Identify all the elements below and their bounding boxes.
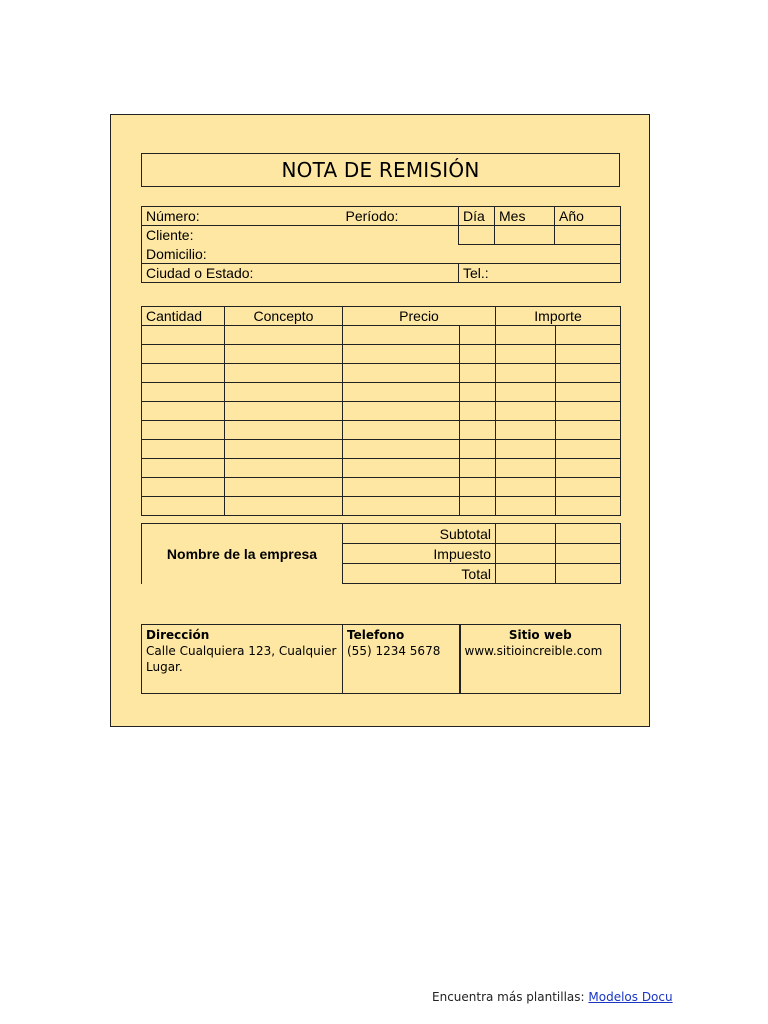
precio-cents-cell[interactable]	[460, 364, 496, 383]
importe-cents-cell[interactable]	[556, 402, 621, 421]
cantidad-cell[interactable]	[142, 364, 225, 383]
telefono-cell	[343, 625, 460, 694]
company-name: Nombre de la empresa	[142, 524, 343, 584]
cantidad-cell[interactable]	[142, 421, 225, 440]
importe-cents-cell[interactable]	[556, 364, 621, 383]
precio-cell[interactable]	[343, 345, 460, 364]
table-row	[142, 497, 621, 516]
precio-cents-cell[interactable]	[460, 421, 496, 440]
precio-header: Precio	[343, 307, 496, 326]
importe-cell[interactable]	[496, 478, 556, 497]
table-row	[142, 478, 621, 497]
footer-note	[432, 990, 673, 1004]
concepto-cell[interactable]	[225, 383, 343, 402]
precio-cents-cell[interactable]	[460, 478, 496, 497]
importe-cell[interactable]	[496, 459, 556, 478]
precio-cents-cell[interactable]	[460, 383, 496, 402]
document-title: NOTA DE REMISIÓN	[141, 153, 620, 187]
mes-header: Mes	[495, 207, 555, 226]
dia-value[interactable]	[459, 226, 495, 245]
sitio-label: Sitio web	[508, 628, 572, 642]
precio-cents-cell[interactable]	[460, 440, 496, 459]
concepto-header: Concepto	[225, 307, 343, 326]
importe-cents-cell[interactable]	[556, 440, 621, 459]
footer-text: Encuentra más plantillas:	[432, 990, 589, 1004]
importe-cell[interactable]	[496, 440, 556, 459]
cantidad-cell[interactable]	[142, 402, 225, 421]
importe-cell[interactable]	[496, 421, 556, 440]
table-row	[142, 440, 621, 459]
cantidad-cell[interactable]	[142, 383, 225, 402]
cantidad-header: Cantidad	[142, 307, 225, 326]
precio-cell[interactable]	[343, 383, 460, 402]
anio-header: Año	[555, 207, 621, 226]
importe-cents-cell[interactable]	[556, 459, 621, 478]
importe-cents-cell[interactable]	[556, 326, 621, 345]
dia-header: Día	[459, 207, 495, 226]
precio-cents-cell[interactable]	[460, 402, 496, 421]
importe-cents-cell[interactable]	[556, 478, 621, 497]
concepto-cell[interactable]	[225, 326, 343, 345]
subtotal-label: Subtotal	[343, 524, 496, 544]
precio-cell[interactable]	[343, 440, 460, 459]
table-row	[142, 421, 621, 440]
precio-cell[interactable]	[343, 497, 460, 516]
cantidad-cell[interactable]	[142, 478, 225, 497]
direccion-value: Calle Cualquiera 123, Cualquier Lugar.	[146, 644, 337, 674]
anio-value[interactable]	[555, 226, 621, 245]
precio-cell[interactable]	[343, 478, 460, 497]
concepto-cell[interactable]	[225, 402, 343, 421]
table-row	[142, 459, 621, 478]
modelos-docu-link[interactable]: Modelos Docu	[588, 990, 673, 1004]
precio-cents-cell[interactable]	[460, 326, 496, 345]
cantidad-cell[interactable]	[142, 326, 225, 345]
precio-cell[interactable]	[343, 459, 460, 478]
concepto-cell[interactable]	[225, 497, 343, 516]
impuesto-value-2[interactable]	[556, 544, 621, 564]
total-value[interactable]	[496, 564, 556, 584]
totals-table	[141, 523, 621, 584]
concepto-cell[interactable]	[225, 440, 343, 459]
direccion-cell	[142, 625, 343, 694]
tel-label: Tel.:	[459, 264, 621, 283]
table-row	[142, 364, 621, 383]
table-row	[142, 326, 621, 345]
periodo-label: Período:	[342, 207, 459, 226]
importe-cents-cell[interactable]	[556, 345, 621, 364]
impuesto-label: Impuesto	[343, 544, 496, 564]
cliente-label: Cliente:	[142, 226, 459, 245]
concepto-cell[interactable]	[225, 345, 343, 364]
sitio-value: www.sitioincreible.com	[464, 644, 603, 658]
importe-header: Importe	[496, 307, 621, 326]
ciudad-label: Ciudad o Estado:	[142, 264, 459, 283]
precio-cents-cell[interactable]	[460, 497, 496, 516]
importe-cell[interactable]	[496, 364, 556, 383]
importe-cents-cell[interactable]	[556, 383, 621, 402]
importe-cell[interactable]	[496, 497, 556, 516]
precio-cell[interactable]	[343, 326, 460, 345]
table-row	[142, 345, 621, 364]
cantidad-cell[interactable]	[142, 440, 225, 459]
table-row	[142, 402, 621, 421]
telefono-value: (55) 1234 5678	[347, 644, 441, 658]
importe-cell[interactable]	[496, 326, 556, 345]
impuesto-value[interactable]	[496, 544, 556, 564]
total-value-2[interactable]	[556, 564, 621, 584]
precio-cell[interactable]	[343, 364, 460, 383]
client-info-table	[141, 206, 621, 283]
importe-cell[interactable]	[496, 383, 556, 402]
precio-cents-cell[interactable]	[460, 459, 496, 478]
precio-cents-cell[interactable]	[460, 345, 496, 364]
concepto-cell[interactable]	[225, 478, 343, 497]
contact-table	[141, 624, 621, 694]
precio-cell[interactable]	[343, 421, 460, 440]
importe-cell[interactable]	[496, 402, 556, 421]
telefono-label: Telefono	[347, 628, 405, 642]
concepto-cell[interactable]	[225, 364, 343, 383]
concepto-cell[interactable]	[225, 459, 343, 478]
importe-cents-cell[interactable]	[556, 421, 621, 440]
cantidad-cell[interactable]	[142, 497, 225, 516]
cantidad-cell[interactable]	[142, 459, 225, 478]
subtotal-value-2[interactable]	[556, 524, 621, 544]
numero-label: Número:	[142, 207, 342, 226]
direccion-label: Dirección	[146, 628, 210, 642]
concepto-cell[interactable]	[225, 421, 343, 440]
importe-cents-cell[interactable]	[556, 497, 621, 516]
sitio-cell	[460, 625, 621, 694]
domicilio-label: Domicilio:	[142, 245, 621, 264]
subtotal-value[interactable]	[496, 524, 556, 544]
items-table	[141, 306, 621, 516]
cantidad-cell[interactable]	[142, 345, 225, 364]
table-row	[142, 383, 621, 402]
importe-cell[interactable]	[496, 345, 556, 364]
mes-value[interactable]	[495, 226, 555, 245]
total-label: Total	[343, 564, 496, 584]
precio-cell[interactable]	[343, 402, 460, 421]
